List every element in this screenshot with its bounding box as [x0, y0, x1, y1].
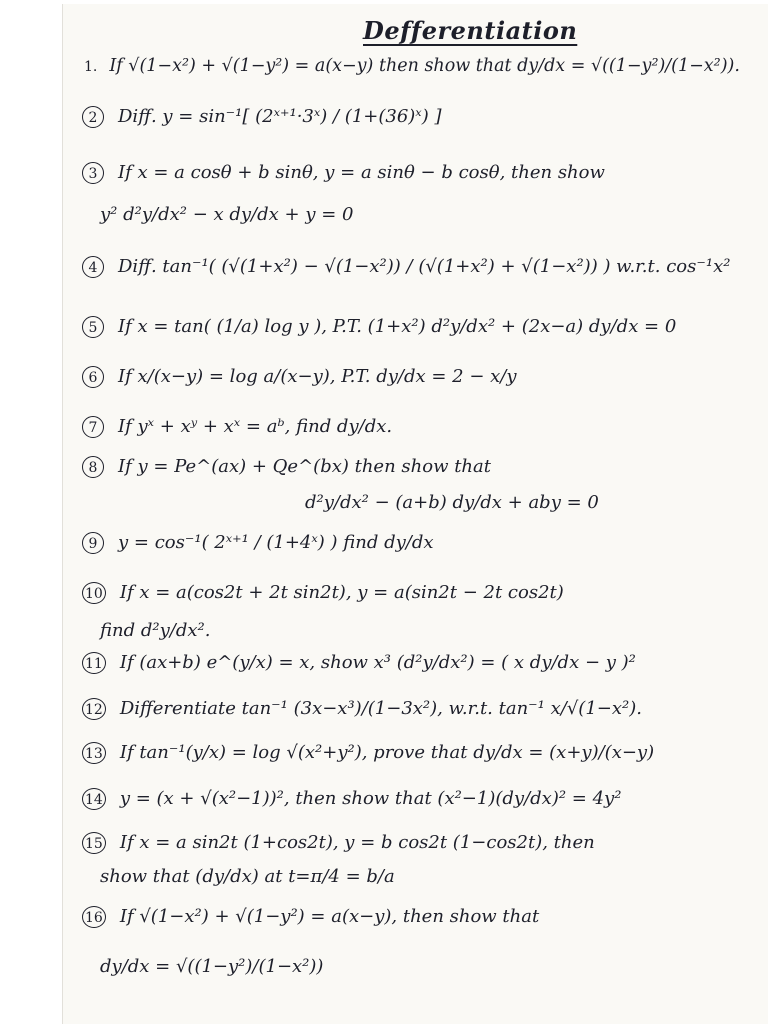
problem-3	[82, 162, 754, 185]
problem-continuation: show that (dy/dx) at t=π/4 = b/a	[100, 866, 395, 887]
problem-10-continuation	[100, 620, 754, 643]
problem-number: 11	[82, 652, 106, 674]
problem-number: 10	[82, 582, 106, 604]
problem-10	[82, 582, 754, 605]
problem-15-continuation	[100, 866, 754, 889]
problem-number: 13	[82, 742, 106, 764]
problem-3-continuation	[100, 204, 754, 227]
problem-number: 15	[82, 832, 106, 854]
problem-number: 7	[82, 416, 104, 438]
problem-5	[82, 316, 754, 339]
problem-statement: Differentiate tan⁻¹ (3x−x³)/(1−3x²), w.r.t. tan⁻¹ x/√(1−x²).	[119, 698, 642, 719]
problem-statement: If x = a(cos2t + 2t sin2t), y = a(sin2t − 2t cos2t)	[119, 582, 564, 603]
problem-8	[82, 456, 754, 479]
problem-16	[82, 906, 754, 929]
problem-statement: If √(1−x²) + √(1−y²) = a(x−y) then show that dy/dx = √((1−y²)/(1−x²)).	[109, 56, 740, 77]
problem-8-continuation	[305, 492, 754, 515]
problem-1	[82, 56, 754, 78]
problem-number: 9	[82, 532, 104, 554]
problem-number: 3	[82, 162, 104, 184]
problem-statement: If x = a cosθ + b sinθ, y = a sinθ − b cosθ, then show	[118, 162, 605, 183]
problem-7	[82, 416, 754, 439]
problem-16-continuation	[100, 956, 754, 979]
problem-statement: If yˣ + xʸ + xˣ = aᵇ, find dy/dx.	[118, 416, 393, 437]
problem-number: 16	[82, 906, 106, 928]
problem-13	[82, 742, 754, 765]
problem-continuation: find d²y/dx².	[100, 620, 211, 641]
problem-statement: Diff. y = sin⁻¹[ (2ˣ⁺¹·3ˣ) / (1+(36)ˣ) ]	[118, 106, 442, 127]
problem-12	[82, 698, 754, 721]
problem-15	[82, 832, 754, 855]
problem-continuation: dy/dx = √((1−y²)/(1−x²))	[100, 956, 324, 977]
problem-number: 2	[82, 106, 104, 128]
problem-6	[82, 366, 754, 389]
problem-number: 1.	[84, 59, 98, 75]
problem-statement: If (ax+b) e^(y/x) = x, show x³ (d²y/dx²) = ( x dy/dx − y )²	[119, 652, 636, 673]
problem-number: 14	[82, 788, 106, 810]
problem-9	[82, 532, 754, 555]
problem-continuation: y² d²y/dx² − x dy/dx + y = 0	[100, 204, 354, 225]
problem-number: 12	[82, 698, 106, 720]
problem-number: 5	[82, 316, 104, 338]
page-title: Defferentiation	[363, 16, 578, 45]
problem-4	[82, 256, 754, 279]
problem-statement: If y = Pe^(ax) + Qe^(bx) then show that	[118, 456, 491, 477]
problem-continuation: d²y/dx² − (a+b) dy/dx + aby = 0	[305, 492, 599, 513]
problem-statement: y = (x + √(x²−1))², then show that (x²−1)(dy/dx)² = 4y²	[119, 788, 622, 809]
problem-number: 4	[82, 256, 104, 278]
problem-number: 6	[82, 366, 104, 388]
problem-statement: Diff. tan⁻¹( (√(1+x²) − √(1−x²)) / (√(1+x²) + √(1−x²)) ) w.r.t. cos⁻¹x²	[118, 256, 731, 277]
problem-statement: y = cos⁻¹( 2ˣ⁺¹ / (1+4ˣ) ) find dy/dx	[118, 532, 434, 553]
problem-statement: If x = a sin2t (1+cos2t), y = b cos2t (1−cos2t), then	[119, 832, 595, 853]
problem-statement: If tan⁻¹(y/x) = log √(x²+y²), prove that dy/dx = (x+y)/(x−y)	[119, 742, 655, 763]
problem-11	[82, 652, 754, 675]
problem-number: 8	[82, 456, 104, 478]
problem-statement: If x/(x−y) = log a/(x−y), P.T. dy/dx = 2 − x/y	[118, 366, 517, 387]
problem-statement: If √(1−x²) + √(1−y²) = a(x−y), then show that	[119, 906, 540, 927]
problem-14	[82, 788, 754, 811]
problem-2	[82, 106, 754, 129]
problem-statement: If x = tan( (1/a) log y ), P.T. (1+x²) d²y/dx² + (2x−a) dy/dx = 0	[118, 316, 677, 337]
